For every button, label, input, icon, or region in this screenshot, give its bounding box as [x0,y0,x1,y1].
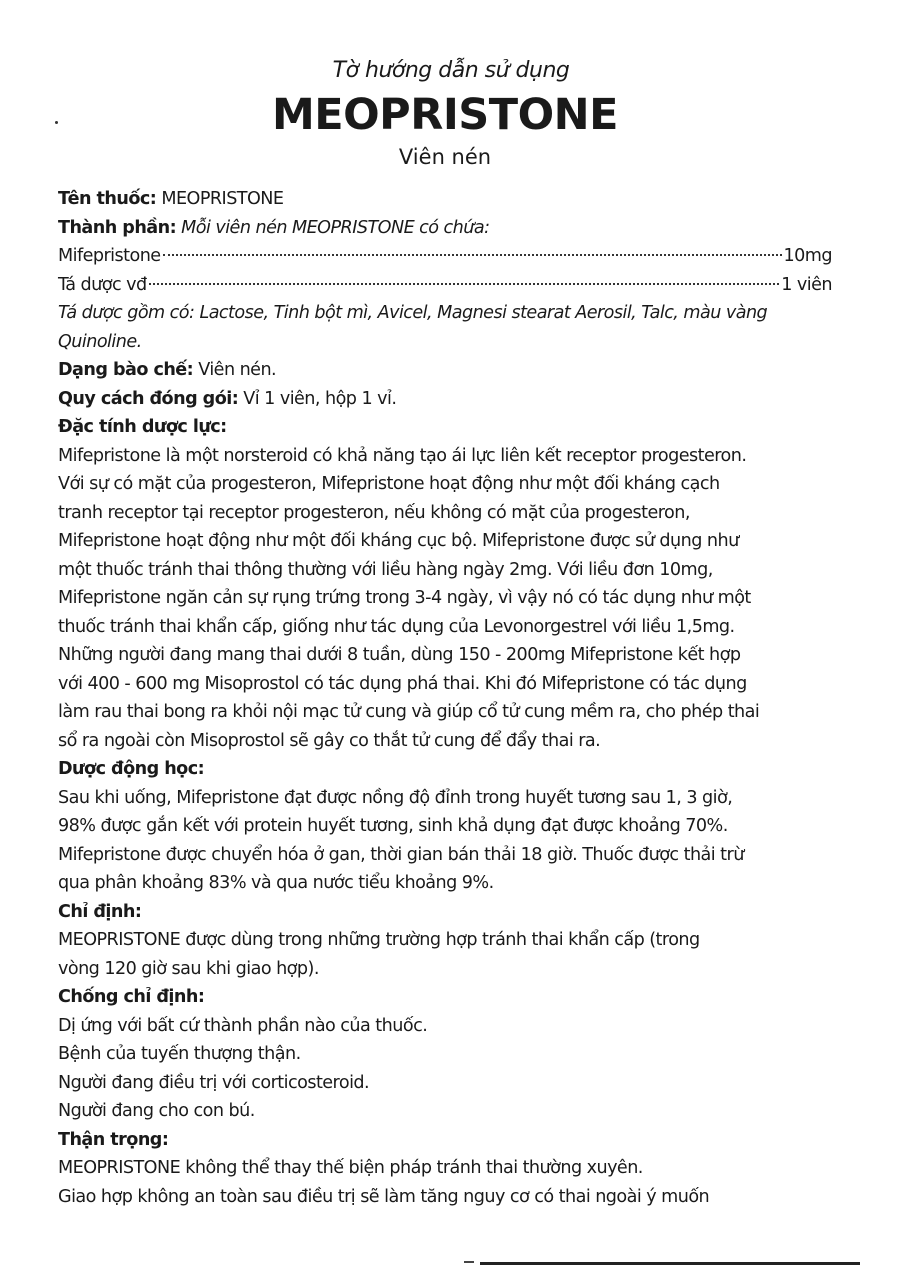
paragraph-line: làm rau thai bong ra khỏi nội mạc tử cung và giúp cổ tử cung mềm ra, cho phép thai [58,702,760,722]
paragraph-line: Giao hợp không an toàn sau điều trị sẽ làm tăng nguy cơ có thai ngoài ý muốn [58,1186,710,1207]
paragraph-line: một thuốc tránh thai thông thường với liều hàng ngày 2mg. Với liều đơn 10mg, [58,559,713,580]
paragraph-line: 98% được gắn kết với protein huyết tương, sinh khả dụng đạt được khoảng 70%. [58,816,728,836]
scan-edge-line [480,1262,860,1265]
dot-leader [149,283,780,285]
paragraph-line: Mifepristone hoạt động như một đối kháng cục bộ. Mifepristone được sử dụng như [58,531,739,551]
ingredient-amount: 10mg [783,246,832,266]
packaging-label: Quy cách đóng gói: [58,388,239,409]
dosage-form-row [58,356,832,385]
paragraph-line: vòng 120 giờ sau khi giao hợp). [58,958,319,979]
packaging-value: Vỉ 1 viên, hộp 1 vỉ. [238,388,397,409]
indications-heading: Chỉ định: [58,901,142,922]
drug-name-label: Tên thuốc: [58,189,157,209]
paragraph-line: thuốc tránh thai khẩn cấp, giống như tác dụng của Levonorgestrel với liều 1,5mg. [58,616,735,637]
drug-title: MEOPRISTONE [271,90,619,140]
ingredient-row [58,242,832,271]
paragraph-line: Sau khi uống, Mifepristone đạt được nồng độ đỉnh trong huyết tương sau 1, 3 giờ, [58,787,733,808]
excipients-line: Quinoline. [58,331,142,352]
paragraph-line: Mifepristone được chuyển hóa ở gan, thời gian bán thải 18 giờ. Thuốc được thải trừ [58,844,744,865]
ingredient-name: Mifepristone [58,246,161,266]
precautions-heading: Thận trọng: [58,1129,169,1150]
paragraph-line: sổ ra ngoài còn Misoprostol sẽ gây co thắt tử cung để đẩy thai ra. [58,730,601,751]
composition-intro: Mỗi viên nén MEOPRISTONE có chứa: [176,217,490,238]
paragraph-line: Mifepristone ngăn cản sự rụng trứng trong 3-4 ngày, vì vậy nó có tác dụng như một [58,588,751,608]
paragraph-line: tranh receptor tại receptor progesteron, nếu không có mặt của progesteron, [58,502,690,523]
list-item: Bệnh của tuyến thượng thận. [58,1044,301,1064]
drug-name-row [58,185,832,214]
drug-name-value: MEOPRISTONE [156,189,284,209]
dosage-form-value: Viên nén. [193,360,277,380]
list-item: Dị ứng với bất cứ thành phần nào của thuốc. [58,1015,428,1036]
leaflet-subtitle: Tờ hướng dẫn sử dụng [332,58,570,83]
pharmacodynamics-heading: Đặc tính dược lực: [58,417,227,437]
list-item: Người đang cho con bú. [58,1101,255,1121]
paragraph-line: MEOPRISTONE được dùng trong những trường hợp tránh thai khẩn cấp (trong [58,930,700,950]
dosage-form-label: Dạng bào chế: [58,360,194,380]
dosage-form-subtitle: Viên nén [398,145,492,169]
paragraph-line: Mifepristone là một norsteroid có khả năng tạo ái lực liên kết receptor progesteron. [58,445,747,466]
leaflet-page [58,58,832,1211]
paragraph-line: với 400 - 600 mg Misoprostol có tác dụng phá thai. Khi đó Mifepristone có tác dụng [58,673,747,694]
pharmacokinetics-heading: Dược động học: [58,759,205,779]
paragraph-line: Với sự có mặt của progesteron, Mifepristone hoạt động như một đối kháng cạch [58,474,720,494]
composition-row [58,214,832,243]
contraindications-heading: Chống chỉ định: [58,987,205,1007]
ingredient-amount: 1 viên [781,274,832,295]
ingredient-name: Tá dược vđ [58,274,147,295]
packaging-row [58,385,832,414]
ingredient-row [58,271,832,300]
list-item: Người đang điều trị với corticosteroid. [58,1072,370,1093]
paragraph-line: Những người đang mang thai dưới 8 tuần, dùng 150 - 200mg Mifepristone kết hợp [58,645,741,665]
paragraph-line: MEOPRISTONE không thể thay thế biện pháp tránh thai thường xuyên. [58,1158,643,1178]
leaflet-content [58,185,832,1211]
scan-edge-mark [464,1261,474,1263]
paragraph-line: qua phân khoảng 83% và qua nước tiểu khoảng 9%. [58,873,494,893]
composition-label: Thành phần: [58,217,177,238]
dot-leader [163,254,782,256]
excipients-line: Tá dược gồm có: Lactose, Tinh bột mì, Avicel, Magnesi stearat Aerosil, Talc, màu vàng [58,303,768,323]
